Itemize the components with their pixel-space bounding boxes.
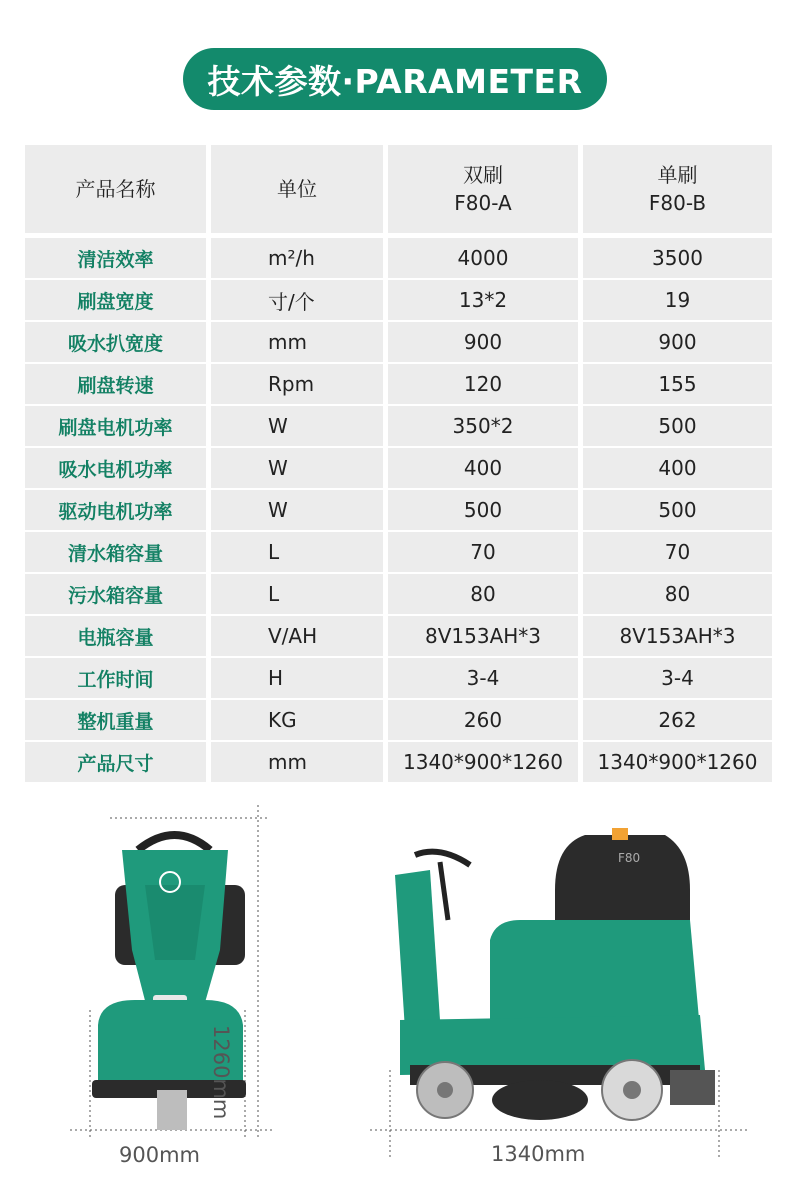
row-value-b: 80	[583, 574, 772, 614]
row-unit: m²/h	[211, 238, 383, 278]
row-unit: W	[211, 448, 383, 488]
row-value-b: 3500	[583, 238, 772, 278]
row-value-b: 1340*900*1260	[583, 742, 772, 782]
row-value-b: 262	[583, 700, 772, 740]
row-value-a: 500	[388, 490, 578, 530]
row-value-b: 900	[583, 322, 772, 362]
row-value-a: 900	[388, 322, 578, 362]
row-unit: L	[211, 574, 383, 614]
row-value-b: 500	[583, 406, 772, 446]
row-unit: mm	[211, 322, 383, 362]
row-value-b: 19	[583, 280, 772, 320]
row-label: 清水箱容量	[25, 532, 206, 572]
row-value-b: 8V153AH*3	[583, 616, 772, 656]
row-unit: mm	[211, 742, 383, 782]
row-unit: 寸/个	[211, 280, 383, 320]
row-value-a: 4000	[388, 238, 578, 278]
model-badge: F80	[618, 851, 641, 865]
row-value-b: 500	[583, 490, 772, 530]
row-label: 吸水电机功率	[25, 448, 206, 488]
row-value-b: 155	[583, 364, 772, 404]
side-length-label: 1340mm	[491, 1142, 586, 1166]
row-value-a: 1340*900*1260	[388, 742, 578, 782]
row-value-a: 8V153AH*3	[388, 616, 578, 656]
dimension-drawing	[0, 790, 790, 1190]
row-value-a: 3-4	[388, 658, 578, 698]
row-label: 刷盘电机功率	[25, 406, 206, 446]
row-label: 驱动电机功率	[25, 490, 206, 530]
row-value-b: 70	[583, 532, 772, 572]
row-label: 刷盘转速	[25, 364, 206, 404]
row-label: 电瓶容量	[25, 616, 206, 656]
row-value-a: 350*2	[388, 406, 578, 446]
row-value-b: 3-4	[583, 658, 772, 698]
row-unit: KG	[211, 700, 383, 740]
side-view-machine	[395, 828, 715, 1120]
section-title: 技术参数·PARAMETER	[183, 48, 607, 110]
row-label: 污水箱容量	[25, 574, 206, 614]
row-value-a: 400	[388, 448, 578, 488]
row-unit: Rpm	[211, 364, 383, 404]
row-label: 产品尺寸	[25, 742, 206, 782]
row-label: 清洁效率	[25, 238, 206, 278]
row-value-a: 260	[388, 700, 578, 740]
row-unit: L	[211, 532, 383, 572]
row-value-a: 70	[388, 532, 578, 572]
row-label: 刷盘宽度	[25, 280, 206, 320]
row-unit: H	[211, 658, 383, 698]
row-value-a: 13*2	[388, 280, 578, 320]
height-dimension-label: 1260mm	[209, 1025, 233, 1120]
row-value-b: 400	[583, 448, 772, 488]
header-product-name: 产品名称	[25, 145, 206, 233]
row-unit: W	[211, 490, 383, 530]
header-unit: 单位	[211, 145, 383, 233]
front-width-label: 900mm	[119, 1143, 200, 1167]
product-illustrations	[0, 790, 790, 1190]
row-unit: V/AH	[211, 616, 383, 656]
header-model-b: 单刷 F80-B	[583, 145, 772, 233]
row-label: 吸水扒宽度	[25, 322, 206, 362]
row-unit: W	[211, 406, 383, 446]
row-value-a: 80	[388, 574, 578, 614]
row-label: 工作时间	[25, 658, 206, 698]
header-model-a: 双刷 F80-A	[388, 145, 578, 233]
row-value-a: 120	[388, 364, 578, 404]
row-label: 整机重量	[25, 700, 206, 740]
parameter-table	[25, 145, 773, 784]
